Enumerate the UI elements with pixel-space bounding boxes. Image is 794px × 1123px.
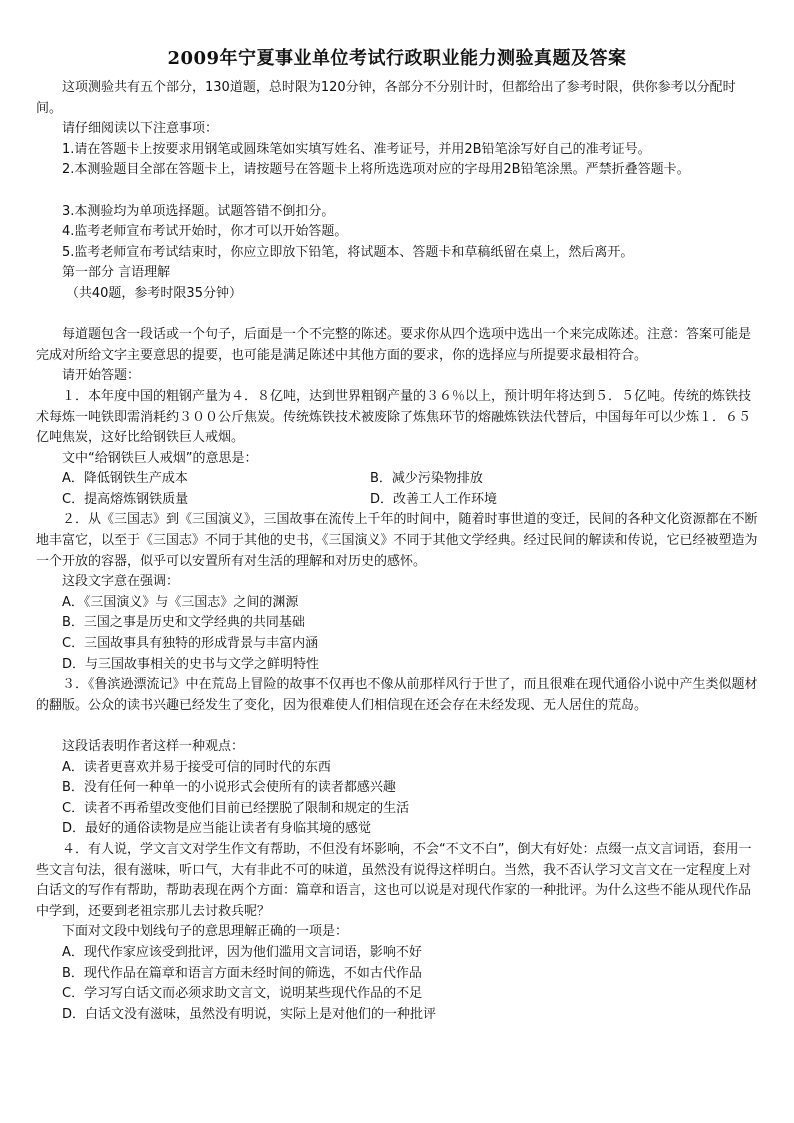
question-1-options-row-1 [36,469,760,490]
notice-item: 1.请在答题卡上按要求用钢笔或圆珠笔如实填写姓名、准考证号，并用2B铅笔涂写好自己的准考证号。 [62,141,651,157]
notice-item: 2.本测验题目全部在答题卡上，请按题号在答题卡上将所选选项对应的字母用2B铅笔涂黑。严禁折叠答题卡。 [62,162,690,178]
option-a: A．读者更喜欢并易于接受可信的同时代的东西 [62,759,331,775]
section-instructions: 每道题包含一段话或一个句子，后面是一个不完整的陈述。要求你从四个选项中选出一个来完成陈述。注意：答案可能是完成对所给文字主要意思的提要，也可能是满足陈述中其他方面的要求，你的选择应与所提要求最相符合。 [36,327,752,363]
question-1-stem: 文中“给钢铁巨人戒烟”的意思是： [62,450,258,466]
start-label: 请开始答题： [62,368,141,384]
notice-item: 3.本测验均为单项选择题。试题答错不倒扣分。 [62,203,335,219]
question-3-stem: 这段话表明作者这样一种观点： [62,739,245,754]
question-2-stem: 这段文字意在强调： [62,574,180,590]
option-c: C．三国故事具有独特的形成背景与丰富内涵 [62,636,319,652]
option-d: D．白话文没有滋味，虽然没有明说，实际上是对他们的一种批评 [62,1006,437,1022]
option-c: C．读者不再希望改变他们目前已经摆脱了限制和规定的生活 [62,800,410,816]
option-d: D．最好的通俗读物是应当能让读者有身临其境的感觉 [62,821,372,837]
option-a: A．《三国演义》与《三国志》之间的渊源 [62,594,299,610]
option-b: B．没有任何一种单一的小说形式会使所有的读者都感兴趣 [62,780,396,796]
notice-item: 5.监考老师宣布考试结束时，你应立即放下铅笔，将试题本、答题卡和草稿纸留在桌上，然后离开。 [62,244,634,260]
question-2-text: ２．从《三国志》到《三国演义》，三国故事在流传上千年的时间中，随着时事世道的变迁，民间的各种文化资源都在不断地丰富它，以至于《三国志》不同于其他的史书，《三国演义》不同于其他文学经典。经过民间的解读和传说，它已经被塑造为一个开放的容器，似乎可以安置所有对生活的理解和对历史的感怀。 [36,512,758,569]
notice-item: 4.监考老师宣布考试开始时，你才可以开始答题。 [62,224,348,240]
document-title: 2009年宁夏事业单位考试行政职业能力测验真题及答案 [167,48,627,69]
option-a: A．降低钢铁生产成本 [62,471,188,487]
option-d: D．与三国故事相关的史书与文学之鲜明特性 [62,656,320,672]
option-d: D．改善工人工作环境 [370,491,498,507]
question-1-options-row-2 [36,490,760,511]
option-b: B．现代作品在篇章和语言方面未经时间的筛选，不如古代作品 [62,965,422,981]
option-c: C．学习写白话文而必须求助文言文，说明某些现代作品的不足 [62,986,423,1002]
section-meta: （共40题，参考时限35分钟） [65,285,242,301]
spacer [36,716,760,737]
question-3-text: ３．《鲁滨逊漂流记》中在荒岛上冒险的故事不仅再也不像从前那样风行于世了，而且很难在现代通俗小说中产生类似题材的翻版。公众的读书兴趣已经发生了变化，因为很难使人们相信现在还会存在未经发现、无人居住的荒岛。 [36,677,758,713]
notice-heading: 请仔细阅读以下注意事项： [62,121,219,137]
section-title: 第一部分 言语理解 [62,265,171,281]
option-a: A．现代作家应该受到批评，因为他们滥用文言词语，影响不好 [62,944,422,960]
question-4-text: ４．有人说，学文言文对学生作文有帮助，不但没有坏影响，不会“不文不白”，倒大有好处：点缀一点文言词语，套用一些文言句法，很有滋味，听口气，大有非此不可的味道，虽然没有说得这样明白。当然，我不否认学习文言文在一定程度上对白话文的写作有帮助，帮助表现在两个方面：篇章和语言，这也可以说是对现代作家的一种批评。为什么这些不能从现代作品中学到，还要到老祖宗那儿去讨救兵呢？ [36,841,752,919]
intro-paragraph: 这项测验共有五个部分，130道题，总时限为120分钟，各部分不分别计时，但都给出了参考时限，供你参考以分配时间。 [36,80,736,116]
question-1-text: １．本年度中国的粗钢产量为４．８亿吨，达到世界粗钢产量的３６％以上，预计明年将达到５．５亿吨。传统的炼铁技术每炼一吨铁即需消耗约３００公斤焦炭。传统炼铁技术被废除了炼焦环节的熔融炼铁法代替后，中国每年可以少炼１．６５亿吨焦炭，这好比给钢铁巨人戒烟。 [36,388,752,446]
option-b: B．减少污染物排放 [370,471,483,487]
question-4-stem: 下面对文段中划线句子的意思理解正确的一项是： [62,924,349,940]
spacer [36,305,760,326]
spacer [36,181,760,202]
option-b: B．三国之事是历史和文学经典的共同基础 [62,615,305,631]
document-body [36,78,760,1025]
option-c: C．提高熔炼钢铁质量 [62,491,189,507]
